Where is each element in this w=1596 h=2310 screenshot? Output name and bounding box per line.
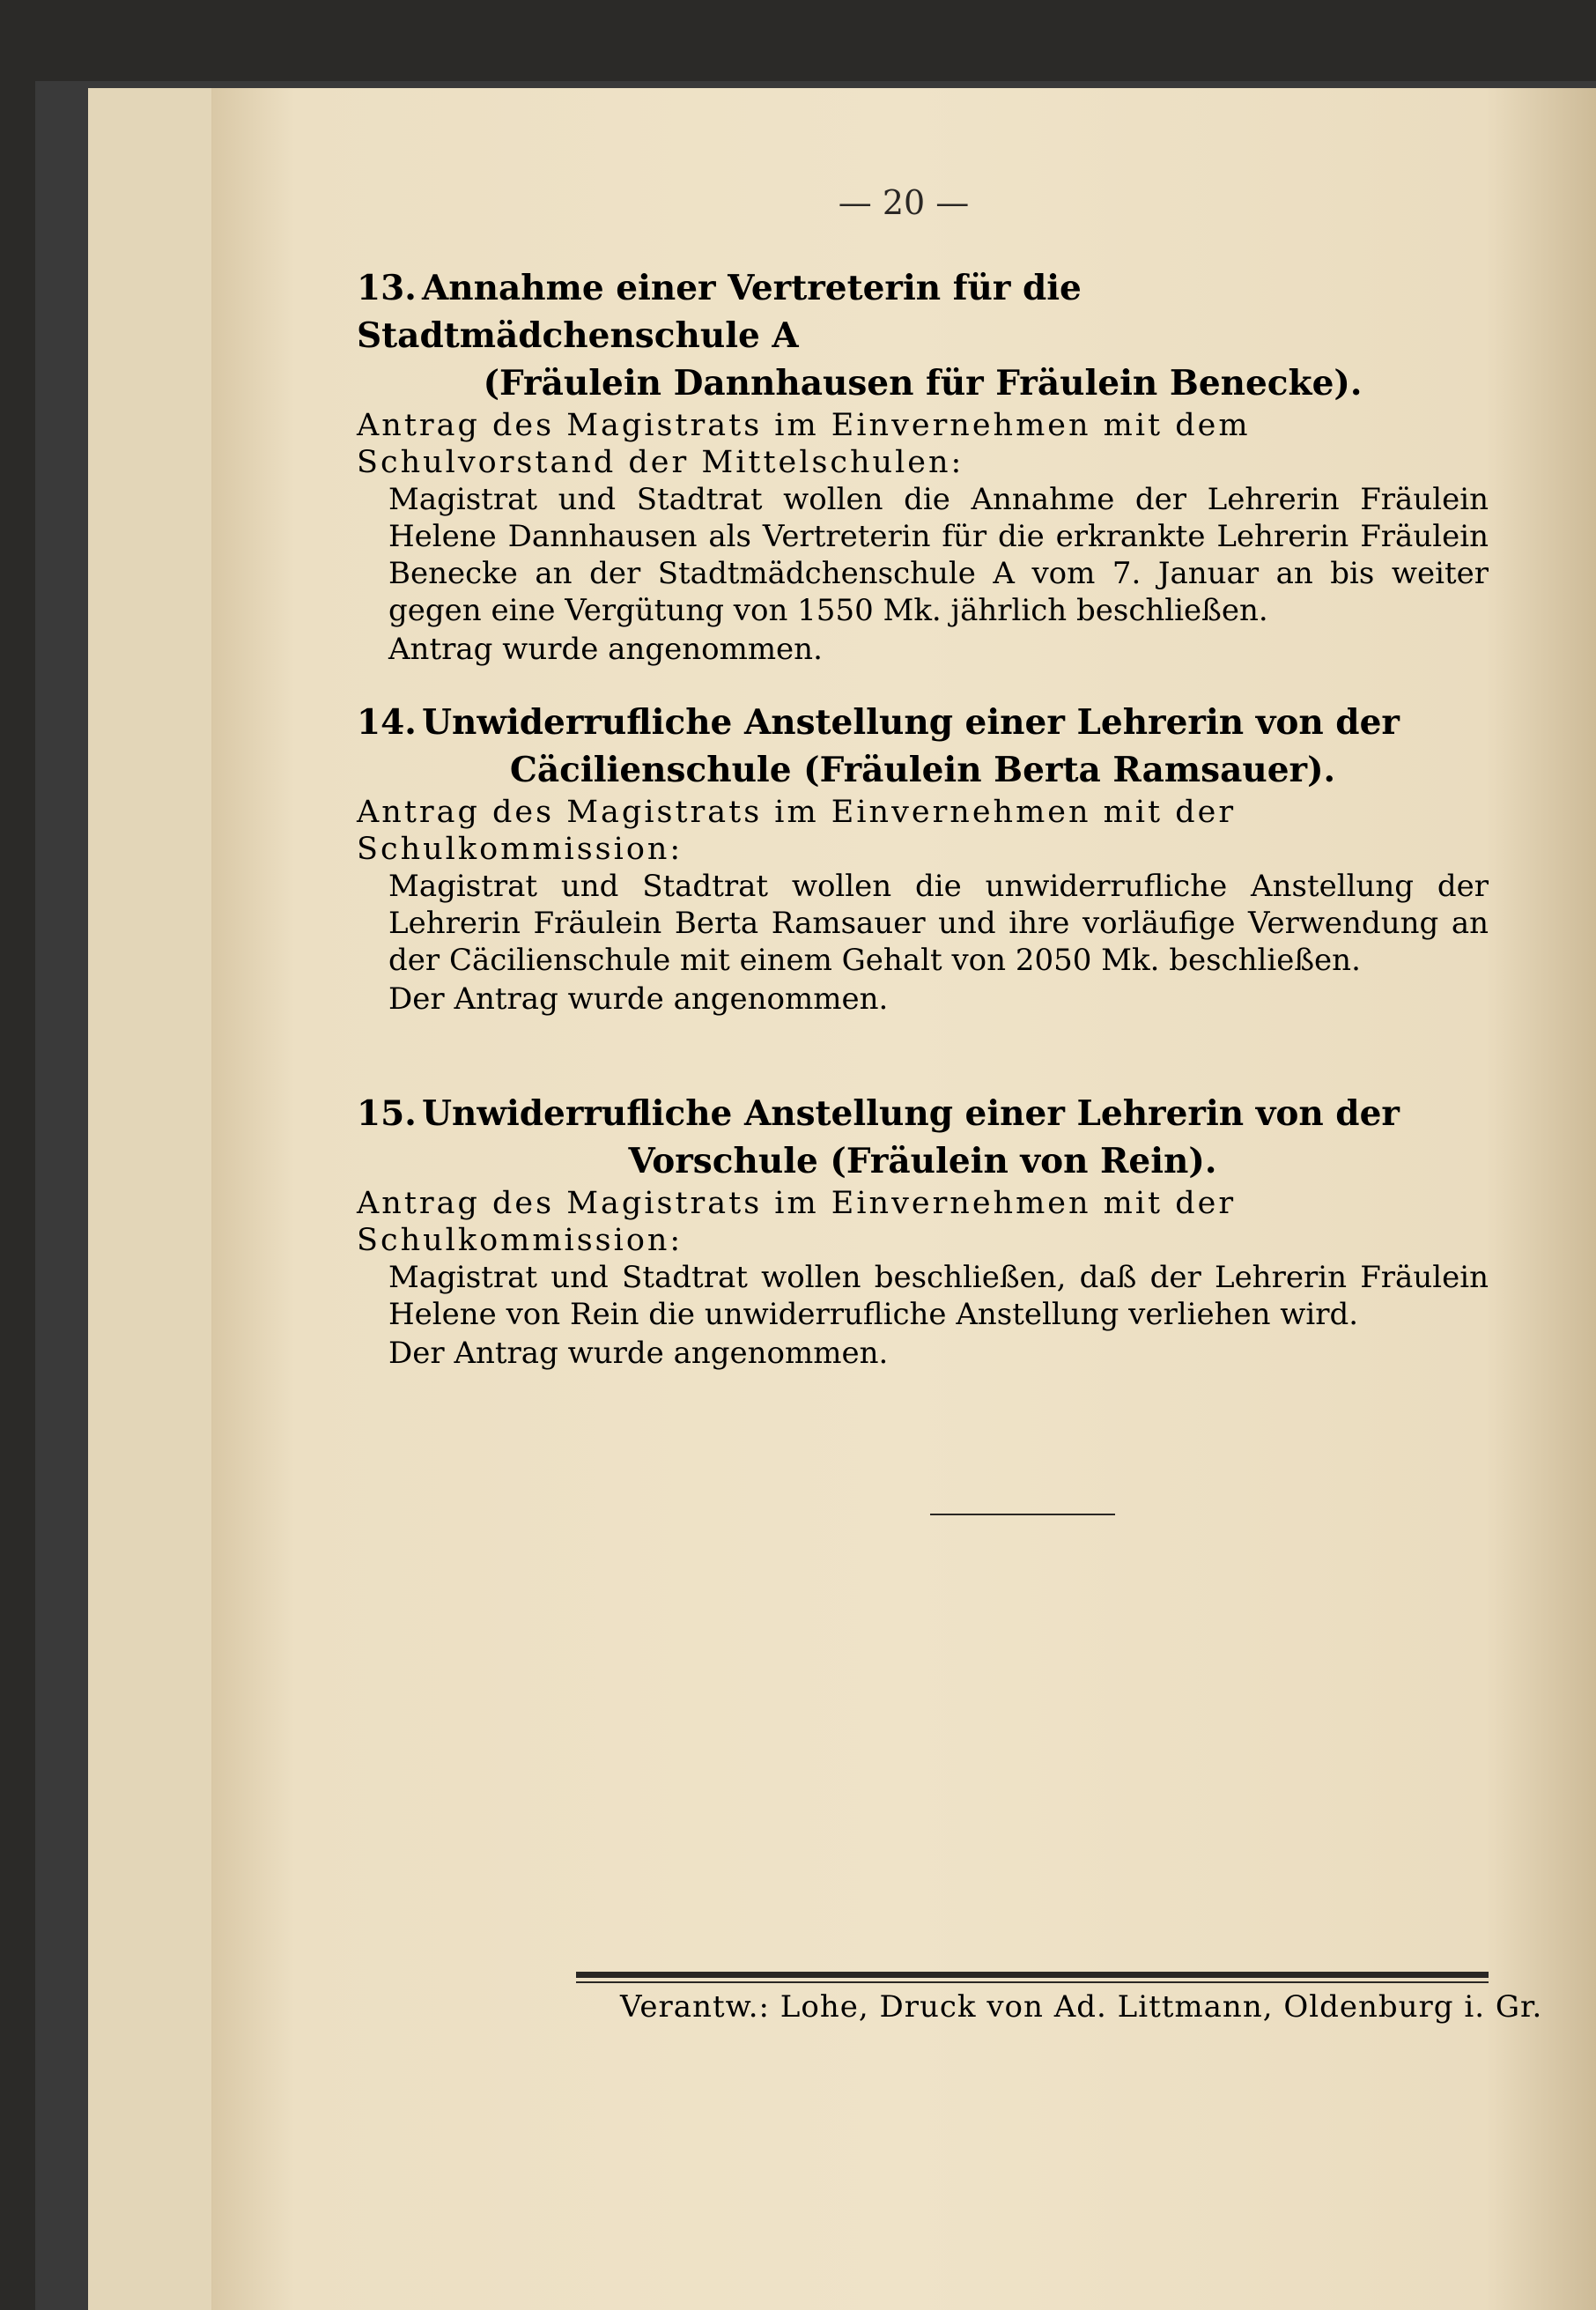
- footer-rule-thin: [576, 1981, 1489, 1983]
- motion-line: Antrag des Magistrats im Einvernehmen mit der: [357, 1186, 1237, 1221]
- heading-line: Vorschule (Fräulein von Rein).: [628, 1141, 1217, 1181]
- section-heading: [357, 1090, 1489, 1185]
- motion-line: Schulkommission:: [357, 1223, 683, 1258]
- motion-body: Magistrat und Stadtrat wollen beschließen, daß der Lehrerin Fräulein Helene von Rein die unwiderrufliche Anstellung verliehen wird.: [388, 1260, 1489, 1332]
- section-number: 14.: [357, 702, 417, 743]
- motion-line: Antrag des Magistrats im Einvernehmen mit der: [357, 795, 1237, 830]
- motion-line: Antrag des Magistrats im Einvernehmen mit dem: [357, 408, 1251, 443]
- motion-body: Magistrat und Stadtrat wollen die Annahme der Lehrerin Fräulein Helene Dannhausen als Vertreterin für die erkrankte Lehrerin Fräulein Benecke an der Stadtmädchenschule A vom 7. Januar an bis weiter gegen eine Vergütung von 1550 Mk. jährlich beschließen.: [388, 482, 1489, 628]
- section-number: 15.: [357, 1093, 417, 1134]
- heading-line: Unwiderrufliche Anstellung einer Lehrerin von der: [422, 1093, 1400, 1134]
- imprint-footer: Verantw.: Lohe, Druck von Ad. Littmann, Oldenburg i. Gr.: [620, 1989, 1543, 2025]
- section-heading: [357, 699, 1489, 794]
- page-number: — 20 —: [838, 183, 970, 222]
- heading-line: (Fräulein Dannhausen für Fräulein Benecke).: [483, 363, 1363, 404]
- section-15: [357, 1090, 1489, 1373]
- section-14: [357, 699, 1489, 1019]
- heading-line: Cäcilienschule (Fräulein Berta Ramsauer).: [509, 750, 1336, 790]
- section-heading: [357, 264, 1489, 407]
- motion-line: Schulkommission:: [357, 832, 683, 867]
- section-number: 13.: [357, 268, 417, 308]
- motion-line: Schulvorstand der Mittelschulen:: [357, 445, 964, 480]
- page-edge: [176, 88, 212, 2310]
- section-divider: [930, 1514, 1115, 1515]
- motion-body: Magistrat und Stadtrat wollen die unwiderrufliche Anstellung der Lehrerin Fräulein Berta Ramsauer und ihre vorläufige Verwendung an der Cäcilienschule mit einem Gehalt von 2050 Mk. beschließen.: [388, 869, 1489, 978]
- heading-line: Annahme einer Vertreterin für die Stadtmädchenschule A: [357, 268, 1082, 356]
- motion-result: Der Antrag wurde angenommen.: [388, 981, 889, 1017]
- section-13: [357, 264, 1489, 670]
- heading-line: Unwiderrufliche Anstellung einer Lehrerin von der: [422, 702, 1400, 743]
- motion-result: Antrag wurde angenommen.: [388, 632, 823, 667]
- motion-result: Der Antrag wurde angenommen.: [388, 1336, 889, 1371]
- footer-rule: [576, 1972, 1489, 1978]
